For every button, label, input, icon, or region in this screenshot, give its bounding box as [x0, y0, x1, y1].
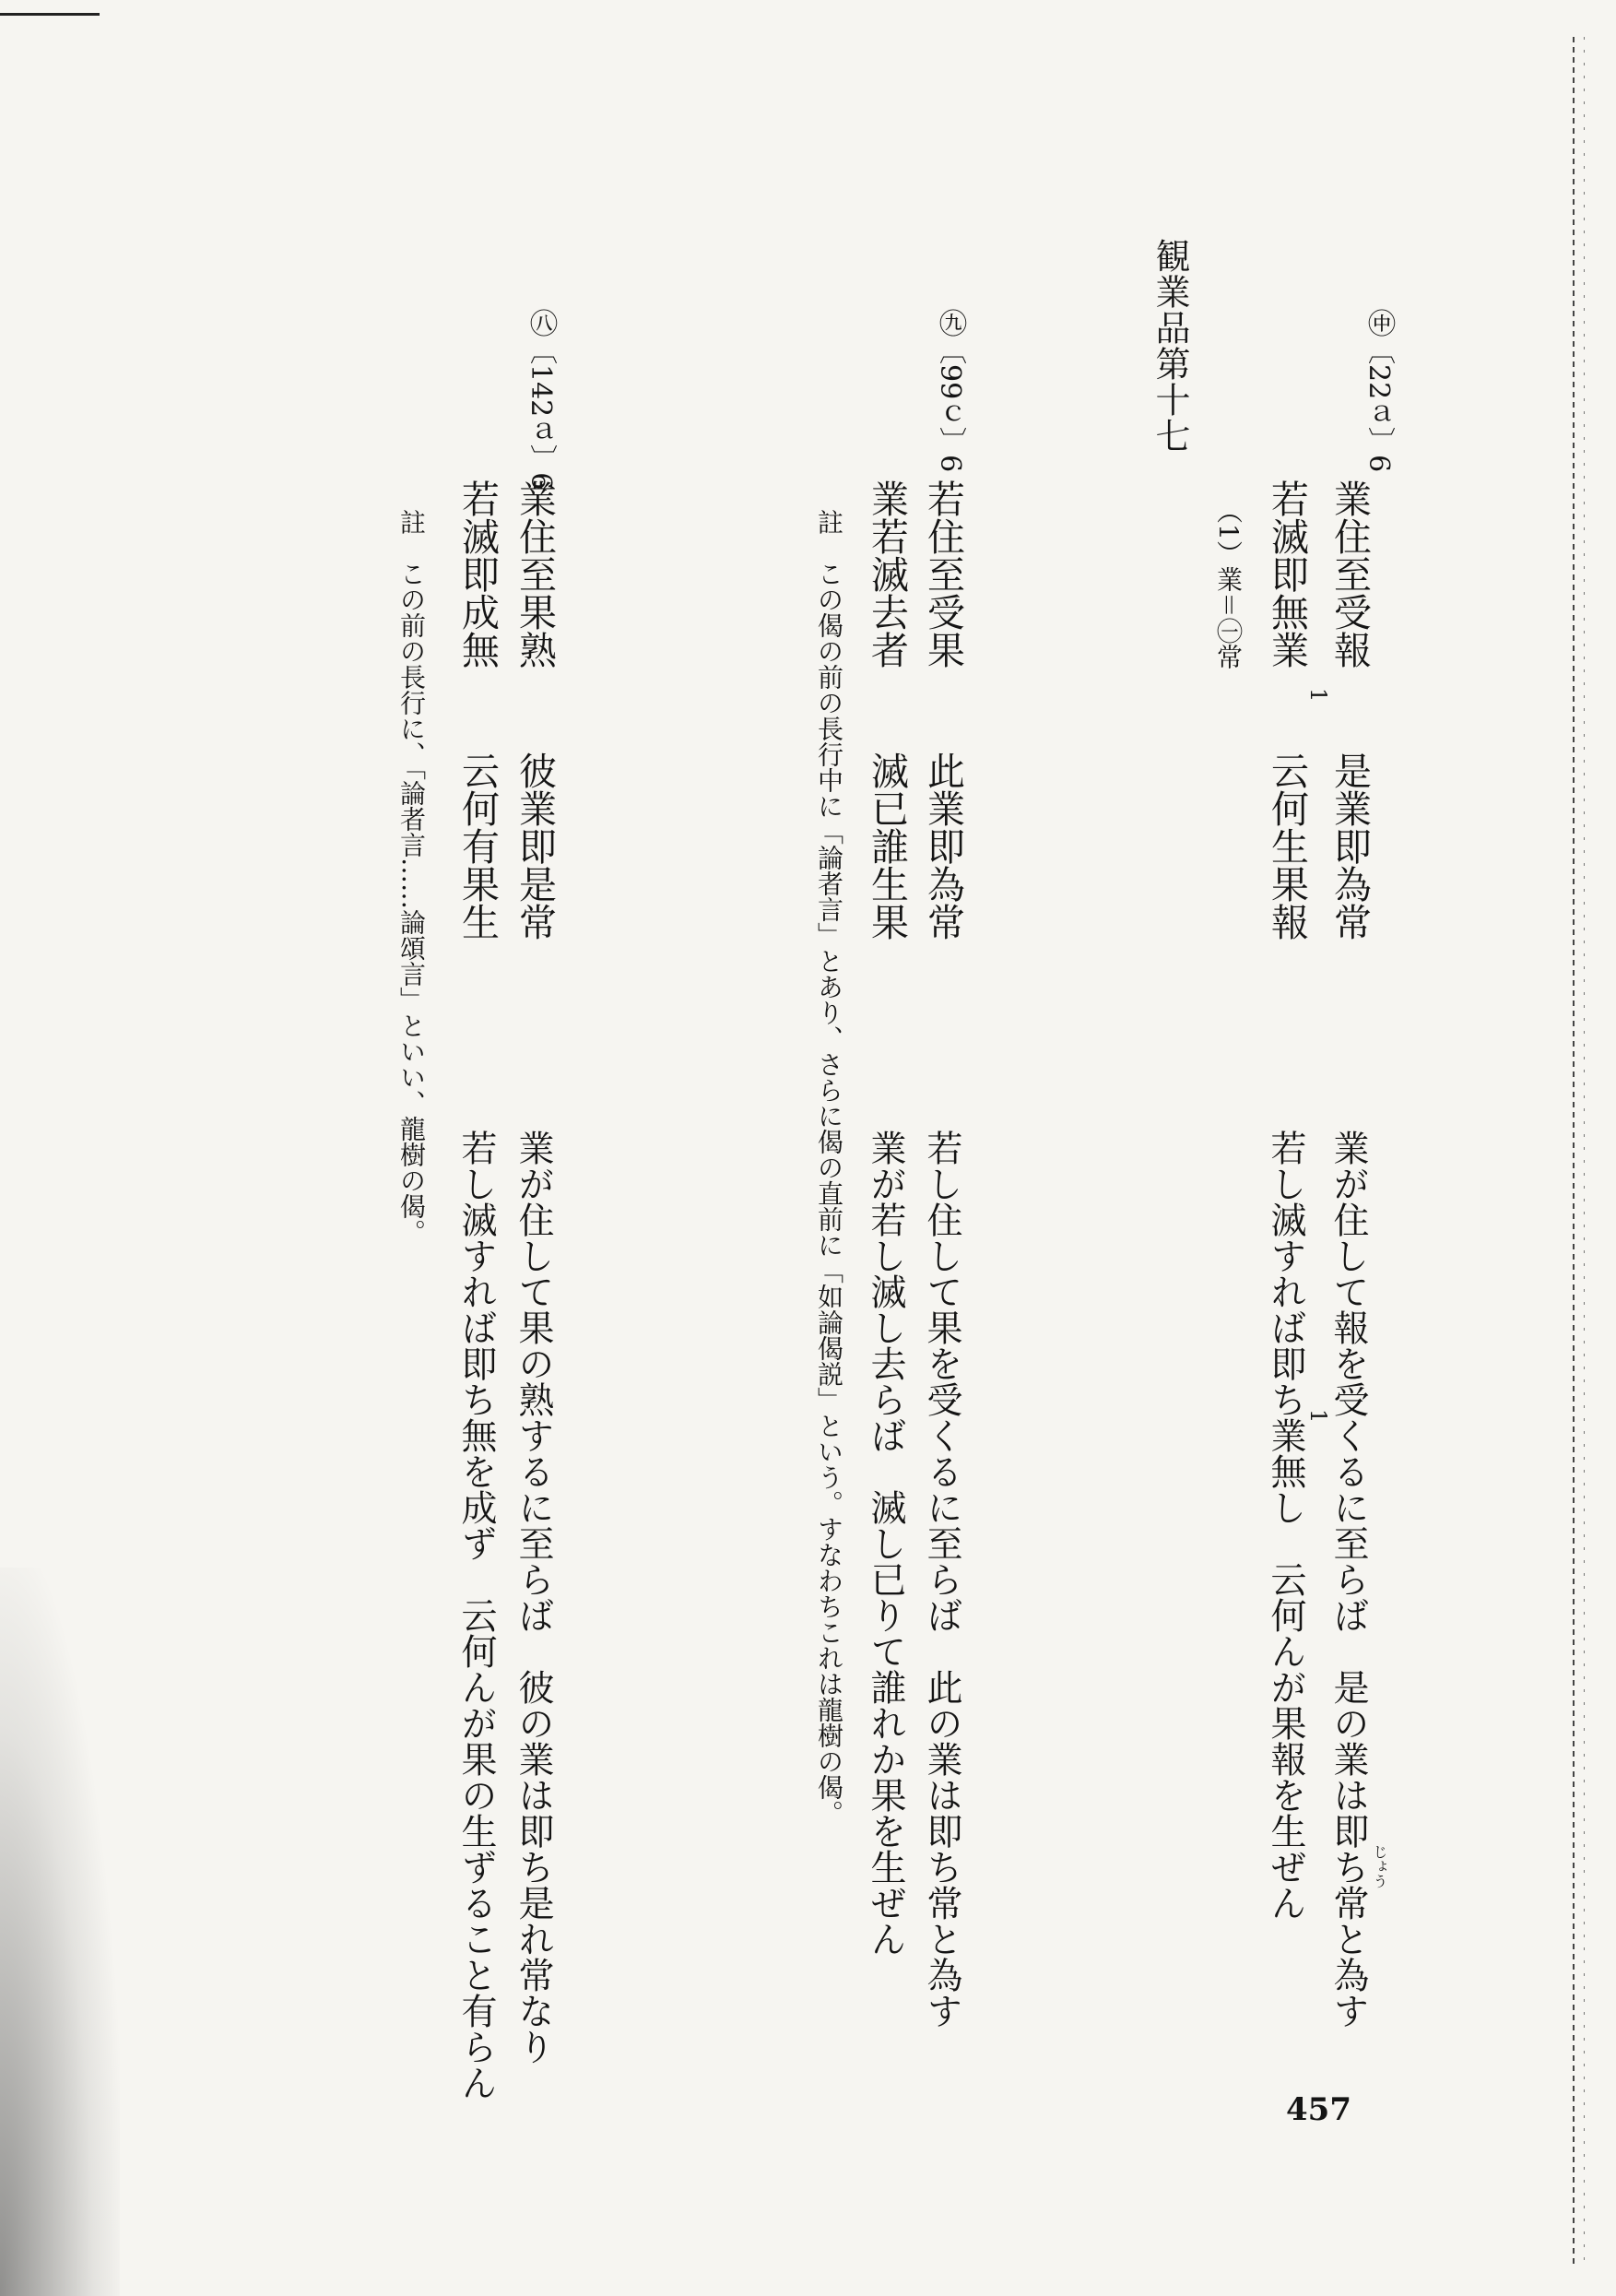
verse-2-kanbun-line-1	[921, 479, 965, 941]
verse-1-ref: ㊥〔22ａ〕6	[1362, 309, 1395, 473]
kanbun-hemistich: 此業即為常	[921, 752, 965, 941]
kanbun-hemistich: 是業即為常	[1327, 752, 1372, 941]
verse-3-note: 註 この前の長行に、「論者言……論頌言」といい、龍樹の偈。	[396, 509, 427, 1245]
verse-1-kanbun-line-2	[1265, 479, 1309, 941]
kanbun-hemistich: 業住至果熟	[513, 479, 557, 669]
kanbun-hemistich: 云何有果生	[455, 752, 500, 941]
yomi-ruby: じょう	[1371, 1844, 1388, 1888]
verse-1-yomi-line-2: 若し滅すれば即ち業無し 云何んが果報を生ぜん	[1265, 1130, 1306, 1921]
verse-3-kanbun-line-2	[455, 479, 500, 941]
kanbun-hemistich: 業若滅去者	[865, 479, 909, 669]
yomi-note-callout: 1	[1305, 1409, 1331, 1424]
top-rule	[0, 13, 100, 16]
scan-shadow	[0, 1568, 120, 2296]
verse-2-yomi-line-2: 業が若し滅し去らば 滅し已りて誰れか果を生ぜん	[865, 1130, 906, 1957]
kanbun-hemistich: 業住至受報	[1327, 479, 1372, 669]
right-margin-rule	[1573, 37, 1575, 2268]
kanbun-hemistich: 若住至受果	[921, 479, 965, 669]
verse-3-ref: ㊇〔142ａ〕6	[525, 309, 557, 491]
page-number: 457	[1286, 2091, 1351, 2128]
verse-1-yomi-line-1: 業が住して報を受くるに至らば 是の業は即ち常と為す	[1327, 1130, 1369, 2029]
verse-1-note: （1）業＝㊀常	[1213, 498, 1244, 669]
kanbun-hemistich: 若滅即成無	[455, 479, 500, 669]
kanbun-hemistich: 云何生果報	[1265, 752, 1309, 941]
verse-3-yomi-line-2: 若し滅すれば即ち無を成ず 云何んが果の生ずること有らん	[455, 1130, 497, 2101]
verse-1-kanbun-line-1	[1327, 479, 1372, 941]
verse-2-yomi-line-1: 若し住して果を受くるに至らば 此の業は即ち常と為す	[921, 1130, 962, 2029]
verse-2-kanbun-line-2	[865, 479, 909, 941]
verse-3-yomi-line-1: 業が住して果の熟するに至らば 彼の業は即ち是れ常なり	[513, 1130, 554, 2065]
kanbun-hemistich: 若滅即無業	[1265, 479, 1309, 669]
right-margin-rule-inner	[1584, 37, 1585, 2268]
kanbun-note-callout: 1	[1305, 688, 1331, 703]
running-title: 観業品第十七	[1150, 238, 1190, 454]
verse-2-ref: ㊈〔99ｃ〕6	[934, 309, 966, 473]
kanbun-hemistich: 滅已誰生果	[865, 752, 909, 941]
verse-3-kanbun-line-1	[513, 479, 557, 941]
verse-2-note: 註 この偈の前の長行中に「論者言」とあり、さらに偈の直前に「如論偈説」という。すなわちこれは龍樹の偈。	[814, 509, 844, 1826]
kanbun-hemistich: 彼業即是常	[513, 752, 557, 941]
